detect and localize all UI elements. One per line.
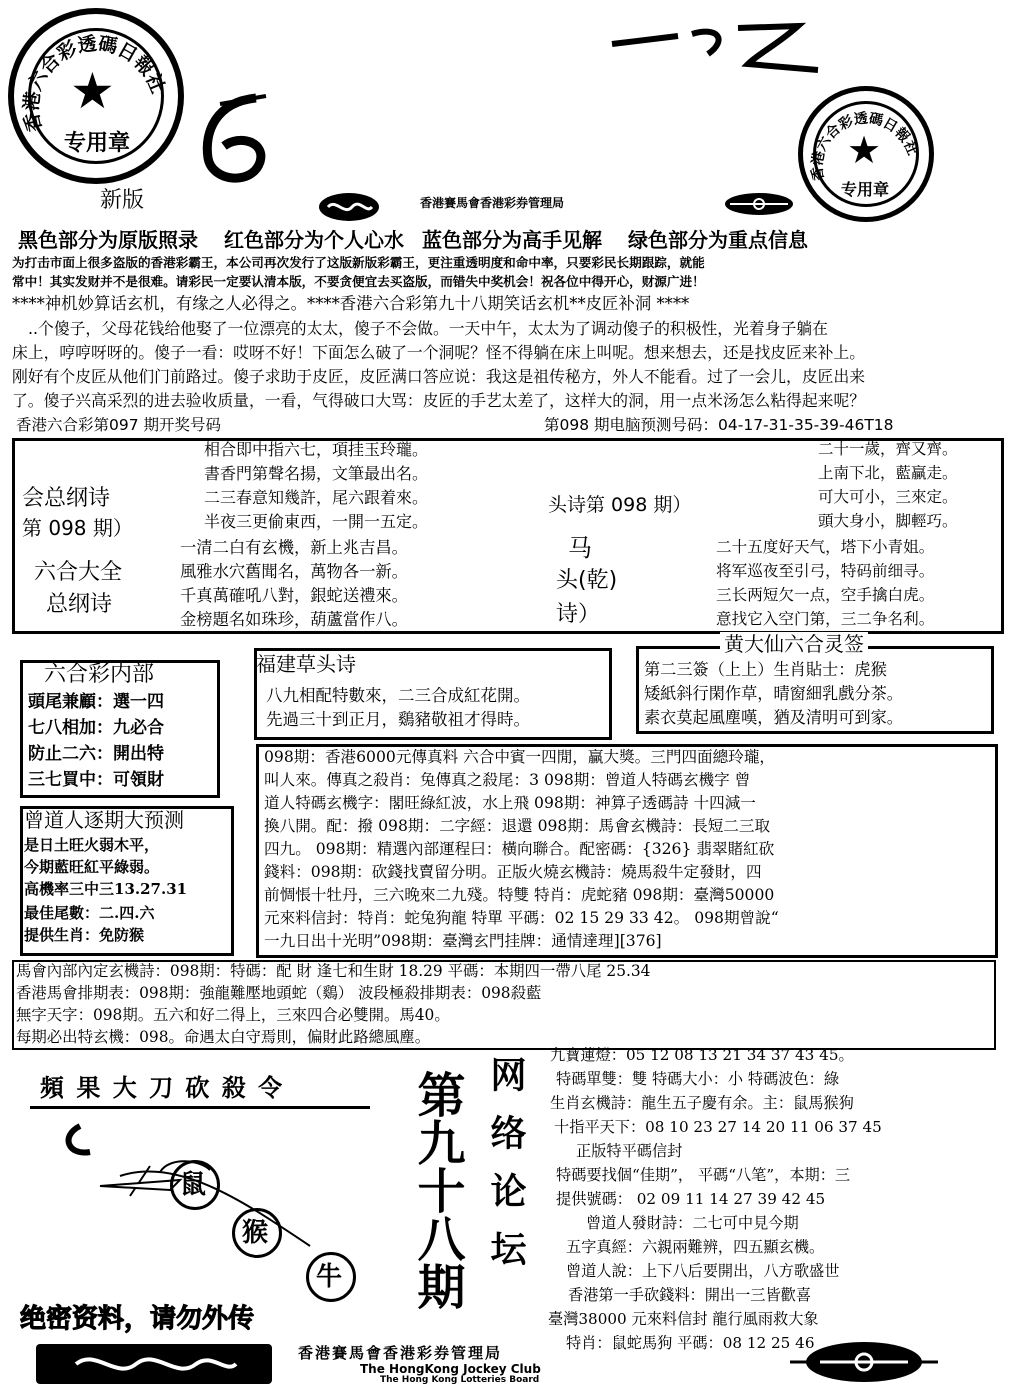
- forum-vertical: 网络论坛: [485, 1056, 527, 1288]
- forum-line-12: 臺灣38000 元來料信封 龍行風雨救大象: [548, 1310, 819, 1328]
- label-toushi: 头诗第 098 期）: [548, 494, 692, 516]
- huangdaxian-line-3: 素衣莫起風塵嘆，猶及清明可到家。: [644, 708, 903, 727]
- poem-bottom-3: 千真萬確吼八對，銀蛇送禮來。: [180, 586, 408, 605]
- label-matou-1: 马: [568, 534, 592, 562]
- label-liuhe-1: 六合大全: [34, 560, 123, 585]
- main-line-3: 道人特碼玄機字：閣旺綠紅波，水上飛 098期：神算子透碼詩 十四減一: [264, 794, 756, 812]
- right-poem-top-3: 可大可小，三來定。: [818, 488, 958, 506]
- number-graphic-top: [608, 14, 838, 84]
- svg-text:香港六合彩透碼日報社: 香港六合彩透碼日報社: [20, 32, 169, 134]
- neibu-line-4: 三七買中：可領財: [28, 770, 164, 790]
- main-line-1: 098期：香港6000元傳真料 六合中賓一四閒，贏大獎。三門四面總玲瓏，: [264, 748, 776, 766]
- label-huizong-2: 第 098 期）: [22, 516, 133, 540]
- seal-left-label: 专用章: [64, 131, 131, 156]
- neibu-line-3: 防止二六：開出特: [28, 744, 164, 764]
- main-line-6: 錢料：098期：砍錢找賣留分明。正版火燒玄機詩：燒馬殺牛定發財，四: [264, 863, 762, 881]
- footer-en-1: The HongKong Jockey Club: [360, 1362, 541, 1376]
- zengdaoren-line-4: 最佳尾數：二.四.六: [24, 904, 155, 922]
- kill-order-title: 頻 果 大 刀 砍 殺 令: [40, 1073, 285, 1102]
- footer-en-2: The Hong Kong Lotteries Board: [380, 1375, 540, 1385]
- zengdaoren-line-5: 提供生肖：免防猴: [24, 926, 145, 944]
- right-poem-bottom-2: 将军巡夜至引弓，特码前细寻。: [716, 562, 935, 580]
- poem-top-3: 二三春意知幾許，尾六跟着來。: [204, 488, 429, 507]
- neibu-line-2: 七八相加：九必合: [28, 718, 164, 738]
- forum-line-7: 提供號碼： 02 09 11 14 27 39 42 45: [556, 1190, 826, 1208]
- period-vertical: 第九十八期: [409, 1070, 465, 1310]
- zengdaoren-line-2: 今期藍旺紅平綠弱。: [24, 858, 160, 876]
- divider: [30, 1106, 370, 1109]
- forum-line-8: 曾道人發財詩：二七可中見今期: [586, 1214, 799, 1232]
- zengdaoren-line-1: 是日土旺火弱木平，: [24, 836, 160, 854]
- jockey-club-logo: [318, 192, 380, 222]
- mahui-line-1: 馬會內部內定玄機詩：098期：特碼：配 財 逢七和生財 18.29 平碼：本期四一帶八尾 25.34: [16, 962, 651, 980]
- forum-line-5: 正版特平碼信封: [576, 1142, 683, 1160]
- forum-line-10: 曾道人說：上下八后要開出，八方歌盛世: [566, 1262, 840, 1280]
- huangdaxian-line-1: 第二三簽（上上）生肖貼士：虎猴: [644, 660, 887, 679]
- mahui-line-2: 香港馬會排期表：098期：強龍難壓地頭蛇（鷄） 波段極殺排期表：098殺藍: [16, 984, 542, 1002]
- notice-line-2: 常中！其实发财并不是很难。请彩民一定要认清本版，不要贪便宜去买盗版，而错失中奖机会！祝各位中得开心，财源广进！: [12, 274, 705, 289]
- poem-bottom-2: 風雅水穴舊聞名，萬物各一新。: [180, 562, 408, 581]
- kill-animal-3: 牛: [316, 1262, 343, 1292]
- kill-animal-1: 鼠: [180, 1170, 207, 1200]
- main-line-9: 一九日出十光明”098期：臺灣玄門挂牌：通情達理][376]: [264, 932, 662, 950]
- forum-line-13: 特肖：鼠蛇馬狗 平碼：08 12 25 46: [566, 1334, 815, 1352]
- neibu-line-1: 頭尾兼顧：選一四: [28, 692, 164, 712]
- right-poem-bottom-3: 三长两短欠一点，空手擒白虎。: [716, 586, 935, 604]
- mahui-line-4: 每期必出特玄機：098。命遇太白守焉則，偏財此路總風塵。: [16, 1028, 431, 1046]
- huangdaxian-line-2: 矮紙斜行閑作草，晴窗細乳戲分茶。: [644, 684, 903, 703]
- story-line-1: ..个傻子，父母花钱给他娶了一位漂亮的太太，傻子不会做。一天中午，太太为了调动傻子的积极性，光着身子躺在: [28, 319, 828, 338]
- header-title: 香港賽馬會香港彩券管理局: [420, 196, 565, 210]
- story-line-3: 刚好有个皮匠从他们门前路过。傻子求助于皮匠，皮匠满口答应说：我这是祖传秘方，外人不能看。过了一会儿，皮匠出来: [12, 367, 866, 386]
- legend-red: 红色部分为个人心水: [224, 228, 404, 252]
- neibu-title: 六合彩内部: [44, 662, 155, 687]
- footer-logo-left: [36, 1344, 272, 1384]
- number-six-graphic: [196, 92, 278, 188]
- story-line-4: 了。傻子兴高采烈的进去验收质量，一看，气得破口大骂：皮匠的手艺太差了，这样大的洞，用一点米汤怎么粘得起来呢？: [12, 391, 866, 410]
- footer-title: 香港賽馬會香港彩券管理局: [298, 1344, 503, 1362]
- forum-line-3: 生肖玄機詩：龍生五子慶有余。主：鼠馬猴狗: [550, 1094, 854, 1112]
- main-line-5: 四九。 098期：精選內部運程曰：橫向聯合。配密碼：{326} 翡翠賭紅砍: [264, 840, 775, 858]
- main-line-8: 元來料信封：特肖：蛇兔狗龍 特單 平碼：02 15 29 33 42。 098期曾說“: [264, 909, 779, 927]
- poem-bottom-1: 一清二白有玄機，新上兆吉昌。: [180, 538, 408, 557]
- seal-right: [798, 86, 934, 222]
- mahui-line-3: 無字天字：098期。五六和好二得上，三來四合必雙開。馬40。: [16, 1006, 450, 1024]
- footer-logo-right: [790, 1340, 938, 1384]
- secret-warning: 绝密资料，请勿外传: [20, 1304, 255, 1334]
- zengdaoren-title: 曾道人逐期大预测: [24, 808, 184, 832]
- seal-right-label: 专用章: [841, 180, 890, 199]
- poem-top-4: 半夜三更偷東西，一開一五定。: [204, 512, 429, 531]
- main-line-7: 前惆悵十牡丹，三六晚來二九殘。特雙 特肖：虎蛇豬 098期：臺灣50000: [264, 886, 775, 904]
- legend-green: 绿色部分为重点信息: [628, 228, 808, 252]
- right-poem-top-4: 頭大身小，脚輕巧。: [818, 512, 958, 530]
- legend-blue: 蓝色部分为高手见解: [422, 228, 602, 252]
- forum-line-11: 香港第一手砍錢料：開出一三皆歡喜: [568, 1286, 811, 1304]
- lotteries-logo: [724, 192, 794, 216]
- fujian-line-2: 先過三十到正月，鷄豬敬祖才得時。: [266, 710, 530, 729]
- label-matou-2: 头(乾): [556, 568, 618, 593]
- zengdaoren-line-3: 高機率三中三13.27.31: [24, 880, 188, 898]
- poem-top-1: 相合即中指六七，項挂玉玲瓏。: [204, 440, 429, 459]
- label-huizong-1: 会总纲诗: [22, 486, 111, 511]
- forum-line-9: 五字真經：六親兩難辨，四五顯玄機。: [566, 1238, 825, 1256]
- right-poem-top-1: 二十一歲，齊又齊。: [818, 440, 958, 458]
- right-poem-bottom-1: 二十五度好天气，塔下小青姐。: [716, 538, 935, 556]
- svg-text:香港六合彩透碼日報社: 香港六合彩透碼日報社: [809, 110, 921, 182]
- fujian-line-1: 八九相配特數來，二三合成紅花開。: [266, 686, 530, 705]
- forum-line-2: 特碼單雙：雙 特碼大小：小 特碼波色：綠: [556, 1070, 840, 1088]
- legend-black: 黑色部分为原版照录: [18, 228, 198, 252]
- main-line-2: 叫人來。傳真之殺肖：兔傳真之殺尾：3 098期：曾道人特碼玄機字 曾: [264, 771, 751, 789]
- kill-animal-2: 猴: [242, 1218, 269, 1248]
- prediction-numbers: 第098 期电脑预测号码：04-17-31-35-39-46T18: [544, 416, 894, 434]
- star-icon: ★: [70, 62, 115, 120]
- star-icon: ★: [847, 128, 882, 172]
- color-legend: [18, 228, 808, 252]
- story-line-2: 床上，哼哼呀呀的。傻子一看：哎呀不好！下面怎么破了一个洞呢？怪不得躺在床上叫呢。想来想去，还是找皮匠来补上。: [12, 343, 866, 362]
- label-liuhe-2: 总纲诗: [46, 592, 113, 617]
- forum-line-1: 九寶蓮燈：05 12 08 13 21 34 37 43 45。: [550, 1046, 854, 1064]
- notice-line-1: 为打击市面上很多盗版的香港彩霸王，本公司再次发行了这版新版彩霸王，更注重透明度和命中率，只要彩民长期跟踪，就能: [12, 255, 705, 270]
- fujian-title: 福建草头诗: [256, 652, 356, 676]
- edition-label: 新版: [100, 188, 145, 213]
- forum-line-6: 特碼要找個“佳期”， 平碼“八笔”，本期：三: [556, 1166, 851, 1184]
- seal-left: [8, 8, 184, 184]
- right-poem-top-2: 上南下北，藍贏走。: [818, 464, 958, 482]
- poem-top-2: 書香門第聲名揚，文筆最出名。: [204, 464, 429, 483]
- riddle-heading: ****神机妙算话玄机，有缘之人必得之。****香港六合彩第九十八期笑话玄机**皮匠补洞 ****: [12, 294, 690, 313]
- label-matou-3: 诗）: [556, 602, 601, 627]
- huangdaxian-title: 黄大仙六合灵签: [720, 632, 868, 656]
- main-line-4: 換八開。配：撥 098期：二字經：退還 098期：馬會玄機詩：長短二三取: [264, 817, 771, 835]
- forum-line-4: 十指平天下：08 10 23 27 14 20 11 06 37 45: [554, 1118, 882, 1136]
- poem-bottom-4: 金榜題名如珠珍，葫蘆當作八。: [180, 610, 408, 629]
- result-label: 香港六合彩第097 期开奖号码: [16, 416, 222, 434]
- right-poem-bottom-4: 意找它入空门第，三二争名利。: [716, 610, 935, 628]
